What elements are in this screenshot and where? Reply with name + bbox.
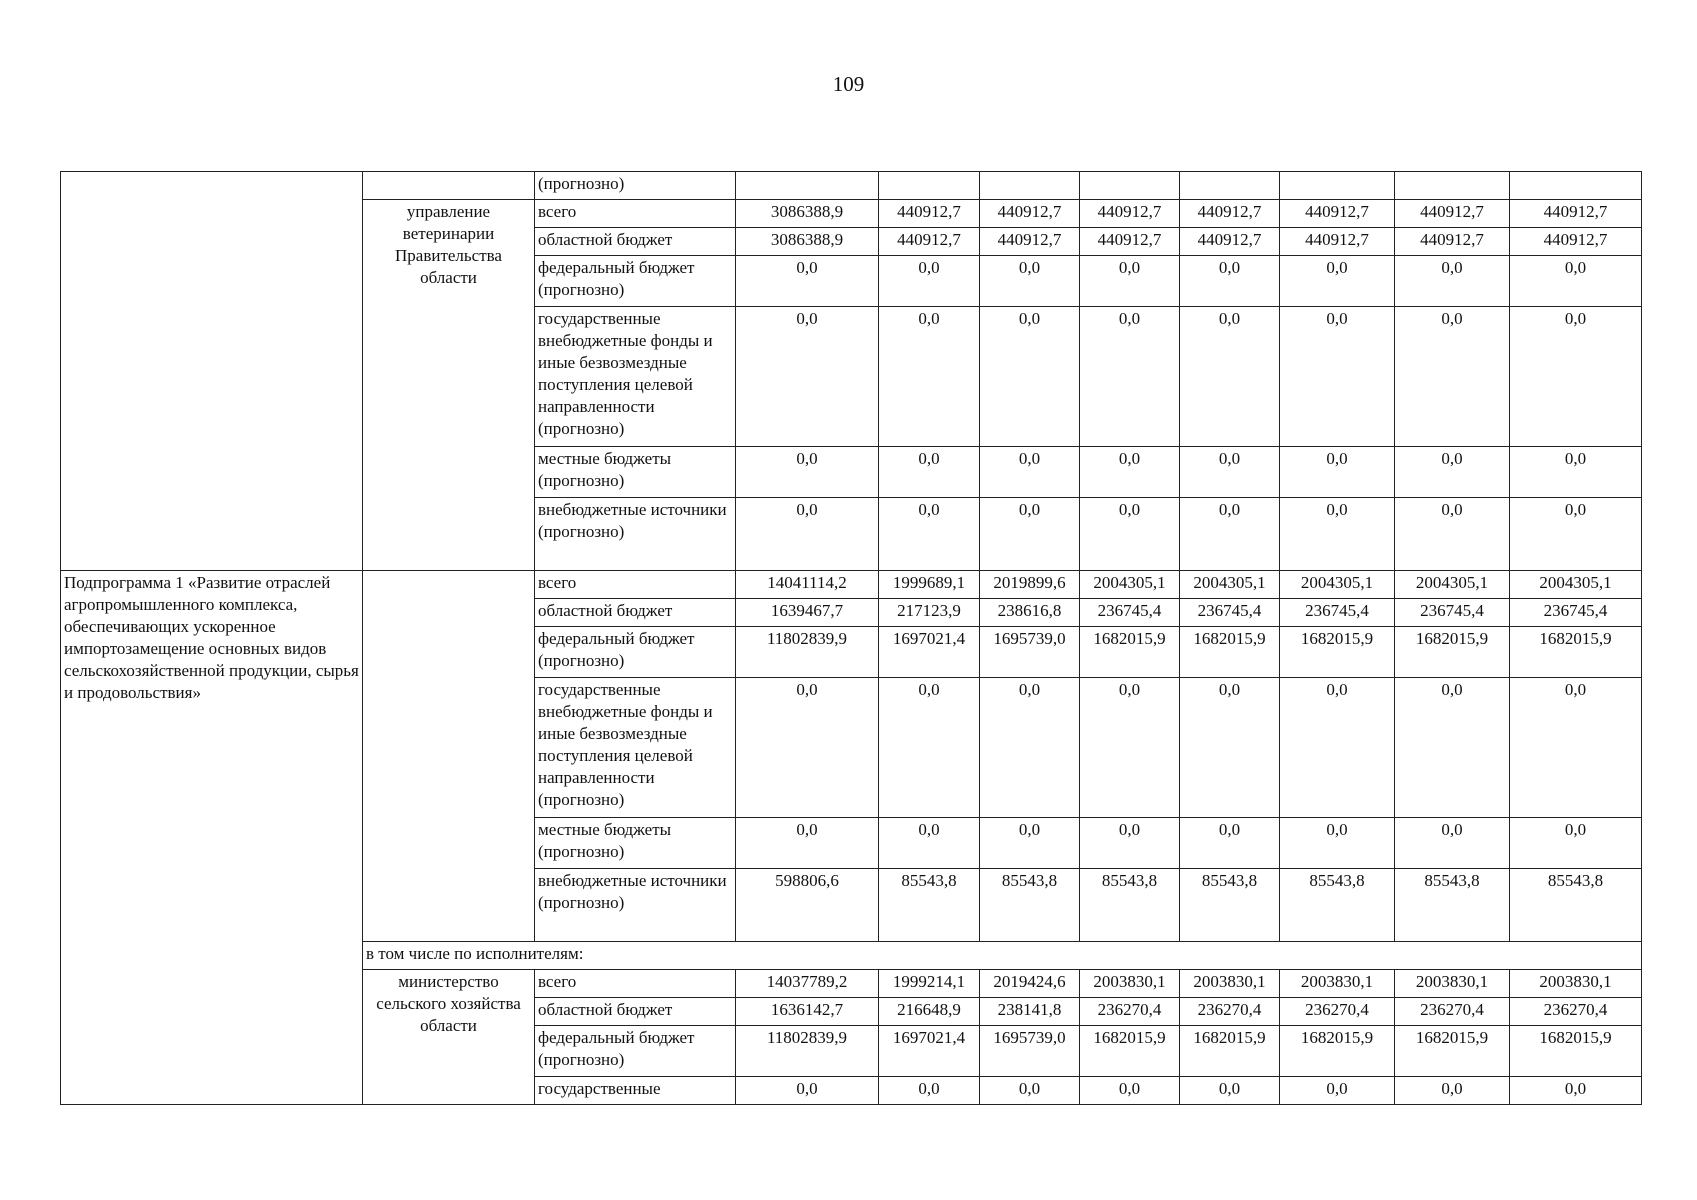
source-cell: внебюджетные источники (прогнозно) bbox=[535, 498, 736, 571]
value-cell: 2004305,1 bbox=[1280, 571, 1395, 599]
value-cell: 0,0 bbox=[879, 498, 980, 571]
source-cell: областной бюджет bbox=[535, 599, 736, 627]
value-cell: 0,0 bbox=[1180, 447, 1280, 498]
value-cell: 236270,4 bbox=[1080, 998, 1180, 1026]
value-cell: 238141,8 bbox=[980, 998, 1080, 1026]
value-cell: 2003830,1 bbox=[1510, 970, 1642, 998]
value-cell: 440912,7 bbox=[879, 228, 980, 256]
value-cell: 1682015,9 bbox=[1510, 1026, 1642, 1077]
value-cell: 0,0 bbox=[1080, 498, 1180, 571]
value-cell: 1682015,9 bbox=[1180, 1026, 1280, 1077]
value-cell: 0,0 bbox=[879, 1077, 980, 1105]
source-cell: (прогнозно) bbox=[535, 172, 736, 200]
value-cell bbox=[1280, 172, 1395, 200]
source-cell: всего bbox=[535, 571, 736, 599]
value-cell: 0,0 bbox=[1180, 498, 1280, 571]
value-cell: 236745,4 bbox=[1510, 599, 1642, 627]
value-cell: 0,0 bbox=[1395, 256, 1510, 307]
value-cell bbox=[1180, 172, 1280, 200]
source-cell: федеральный бюджет (прогнозно) bbox=[535, 256, 736, 307]
value-cell: 440912,7 bbox=[879, 200, 980, 228]
value-cell: 0,0 bbox=[1080, 678, 1180, 818]
value-cell: 1639467,7 bbox=[736, 599, 879, 627]
value-cell: 2004305,1 bbox=[1395, 571, 1510, 599]
value-cell: 0,0 bbox=[980, 818, 1080, 869]
value-cell: 0,0 bbox=[980, 498, 1080, 571]
value-cell: 0,0 bbox=[1280, 1077, 1395, 1105]
value-cell: 0,0 bbox=[980, 256, 1080, 307]
value-cell: 85543,8 bbox=[1180, 869, 1280, 942]
value-cell bbox=[980, 172, 1080, 200]
value-cell: 85543,8 bbox=[1510, 869, 1642, 942]
value-cell: 0,0 bbox=[1510, 678, 1642, 818]
value-cell: 0,0 bbox=[1510, 498, 1642, 571]
executor-cell-continued bbox=[363, 172, 535, 200]
value-cell: 0,0 bbox=[879, 818, 980, 869]
value-cell: 0,0 bbox=[1280, 307, 1395, 447]
value-cell: 1682015,9 bbox=[1280, 627, 1395, 678]
value-cell: 236745,4 bbox=[1280, 599, 1395, 627]
value-cell: 236270,4 bbox=[1510, 998, 1642, 1026]
value-cell: 85543,8 bbox=[980, 869, 1080, 942]
value-cell: 0,0 bbox=[1395, 678, 1510, 818]
value-cell: 0,0 bbox=[1180, 256, 1280, 307]
source-cell: всего bbox=[535, 970, 736, 998]
value-cell: 1682015,9 bbox=[1280, 1026, 1395, 1077]
value-cell: 2004305,1 bbox=[1080, 571, 1180, 599]
value-cell: 0,0 bbox=[1280, 447, 1395, 498]
value-cell: 2003830,1 bbox=[1180, 970, 1280, 998]
value-cell: 2003830,1 bbox=[1080, 970, 1180, 998]
value-cell: 236270,4 bbox=[1180, 998, 1280, 1026]
value-cell: 2019424,6 bbox=[980, 970, 1080, 998]
value-cell: 0,0 bbox=[1180, 678, 1280, 818]
value-cell: 0,0 bbox=[736, 447, 879, 498]
value-cell: 0,0 bbox=[1510, 256, 1642, 307]
source-cell: местные бюджеты (прогнозно) bbox=[535, 447, 736, 498]
value-cell: 1697021,4 bbox=[879, 1026, 980, 1077]
value-cell: 1636142,7 bbox=[736, 998, 879, 1026]
value-cell: 1682015,9 bbox=[1395, 627, 1510, 678]
executor-cell: управление ветеринарии Правительства области bbox=[363, 200, 535, 571]
source-cell: государственные bbox=[535, 1077, 736, 1105]
value-cell: 0,0 bbox=[1510, 307, 1642, 447]
value-cell: 0,0 bbox=[736, 307, 879, 447]
value-cell: 440912,7 bbox=[980, 228, 1080, 256]
value-cell: 2003830,1 bbox=[1395, 970, 1510, 998]
table-row bbox=[61, 571, 1642, 599]
value-cell: 0,0 bbox=[1395, 447, 1510, 498]
value-cell: 440912,7 bbox=[1510, 200, 1642, 228]
value-cell: 216648,9 bbox=[879, 998, 980, 1026]
value-cell: 1695739,0 bbox=[980, 627, 1080, 678]
value-cell: 0,0 bbox=[879, 307, 980, 447]
subprogram-title-cell: Подпрограмма 1 «Развитие отраслей агропромышленного комплекса, обеспечивающих ускоренное импортозамещение основных видов сельскохозяйственной продукции, сырья и продовольствия» bbox=[61, 571, 363, 1105]
value-cell: 0,0 bbox=[980, 447, 1080, 498]
source-cell: местные бюджеты (прогнозно) bbox=[535, 818, 736, 869]
value-cell: 1682015,9 bbox=[1510, 627, 1642, 678]
value-cell bbox=[879, 172, 980, 200]
value-cell: 85543,8 bbox=[1280, 869, 1395, 942]
value-cell: 1999689,1 bbox=[879, 571, 980, 599]
value-cell: 0,0 bbox=[1080, 818, 1180, 869]
value-cell: 440912,7 bbox=[1080, 200, 1180, 228]
value-cell: 2003830,1 bbox=[1280, 970, 1395, 998]
value-cell: 1682015,9 bbox=[1395, 1026, 1510, 1077]
value-cell: 236270,4 bbox=[1395, 998, 1510, 1026]
value-cell: 0,0 bbox=[1280, 678, 1395, 818]
value-cell: 0,0 bbox=[1510, 818, 1642, 869]
value-cell: 0,0 bbox=[1395, 1077, 1510, 1105]
value-cell: 440912,7 bbox=[1280, 200, 1395, 228]
value-cell: 1697021,4 bbox=[879, 627, 980, 678]
value-cell: 0,0 bbox=[879, 256, 980, 307]
source-cell: областной бюджет bbox=[535, 228, 736, 256]
value-cell: 0,0 bbox=[736, 818, 879, 869]
page-number: 109 bbox=[832, 72, 865, 96]
value-cell: 0,0 bbox=[1180, 307, 1280, 447]
value-cell: 0,0 bbox=[736, 498, 879, 571]
value-cell: 236745,4 bbox=[1080, 599, 1180, 627]
funding-table bbox=[60, 171, 1642, 1105]
source-cell: всего bbox=[535, 200, 736, 228]
value-cell: 236270,4 bbox=[1280, 998, 1395, 1026]
value-cell: 440912,7 bbox=[1180, 228, 1280, 256]
value-cell: 440912,7 bbox=[1395, 228, 1510, 256]
value-cell: 1682015,9 bbox=[1080, 1026, 1180, 1077]
value-cell: 440912,7 bbox=[1180, 200, 1280, 228]
value-cell: 238616,8 bbox=[980, 599, 1080, 627]
value-cell: 0,0 bbox=[879, 678, 980, 818]
value-cell: 85543,8 bbox=[1395, 869, 1510, 942]
source-cell: внебюджетные источники (прогнозно) bbox=[535, 869, 736, 942]
source-cell: государственные внебюджетные фонды и иные безвозмездные поступления целевой направленности (прогнозно) bbox=[535, 307, 736, 447]
value-cell: 0,0 bbox=[879, 447, 980, 498]
table-row bbox=[61, 172, 1642, 200]
value-cell: 14041114,2 bbox=[736, 571, 879, 599]
value-cell: 0,0 bbox=[1280, 818, 1395, 869]
value-cell: 440912,7 bbox=[980, 200, 1080, 228]
executors-band: в том числе по исполнителям: bbox=[363, 942, 1642, 970]
value-cell: 0,0 bbox=[1280, 498, 1395, 571]
executor-cell-empty bbox=[363, 571, 535, 942]
value-cell: 85543,8 bbox=[1080, 869, 1180, 942]
value-cell: 0,0 bbox=[1080, 307, 1180, 447]
value-cell: 1682015,9 bbox=[1180, 627, 1280, 678]
value-cell: 2019899,6 bbox=[980, 571, 1080, 599]
executor-cell: министерство сельского хозяйства области bbox=[363, 970, 535, 1105]
value-cell: 2004305,1 bbox=[1510, 571, 1642, 599]
value-cell: 0,0 bbox=[736, 1077, 879, 1105]
value-cell: 0,0 bbox=[1080, 447, 1180, 498]
value-cell bbox=[1080, 172, 1180, 200]
value-cell: 440912,7 bbox=[1510, 228, 1642, 256]
value-cell: 0,0 bbox=[1510, 447, 1642, 498]
value-cell: 0,0 bbox=[1395, 307, 1510, 447]
value-cell: 14037789,2 bbox=[736, 970, 879, 998]
value-cell: 236745,4 bbox=[1395, 599, 1510, 627]
value-cell: 0,0 bbox=[1510, 1077, 1642, 1105]
value-cell: 0,0 bbox=[1180, 1077, 1280, 1105]
value-cell: 0,0 bbox=[980, 678, 1080, 818]
value-cell: 3086388,9 bbox=[736, 200, 879, 228]
value-cell: 0,0 bbox=[736, 678, 879, 818]
value-cell: 2004305,1 bbox=[1180, 571, 1280, 599]
value-cell: 217123,9 bbox=[879, 599, 980, 627]
value-cell: 440912,7 bbox=[1280, 228, 1395, 256]
value-cell: 0,0 bbox=[980, 307, 1080, 447]
value-cell: 0,0 bbox=[1395, 498, 1510, 571]
value-cell bbox=[1395, 172, 1510, 200]
value-cell: 440912,7 bbox=[1080, 228, 1180, 256]
value-cell: 11802839,9 bbox=[736, 627, 879, 678]
value-cell bbox=[736, 172, 879, 200]
value-cell bbox=[1510, 172, 1642, 200]
source-cell: областной бюджет bbox=[535, 998, 736, 1026]
value-cell: 0,0 bbox=[980, 1077, 1080, 1105]
value-cell: 1682015,9 bbox=[1080, 627, 1180, 678]
value-cell: 236745,4 bbox=[1180, 599, 1280, 627]
value-cell: 598806,6 bbox=[736, 869, 879, 942]
value-cell: 0,0 bbox=[736, 256, 879, 307]
source-cell: государственные внебюджетные фонды и иные безвозмездные поступления целевой направленности (прогнозно) bbox=[535, 678, 736, 818]
value-cell: 1999214,1 bbox=[879, 970, 980, 998]
value-cell: 0,0 bbox=[1080, 256, 1180, 307]
value-cell: 0,0 bbox=[1180, 818, 1280, 869]
value-cell: 1695739,0 bbox=[980, 1026, 1080, 1077]
source-cell: федеральный бюджет (прогнозно) bbox=[535, 1026, 736, 1077]
program-cell-continued bbox=[61, 172, 363, 571]
value-cell: 3086388,9 bbox=[736, 228, 879, 256]
source-cell: федеральный бюджет (прогнозно) bbox=[535, 627, 736, 678]
value-cell: 0,0 bbox=[1080, 1077, 1180, 1105]
value-cell: 85543,8 bbox=[879, 869, 980, 942]
value-cell: 0,0 bbox=[1395, 818, 1510, 869]
value-cell: 11802839,9 bbox=[736, 1026, 879, 1077]
value-cell: 0,0 bbox=[1280, 256, 1395, 307]
value-cell: 440912,7 bbox=[1395, 200, 1510, 228]
